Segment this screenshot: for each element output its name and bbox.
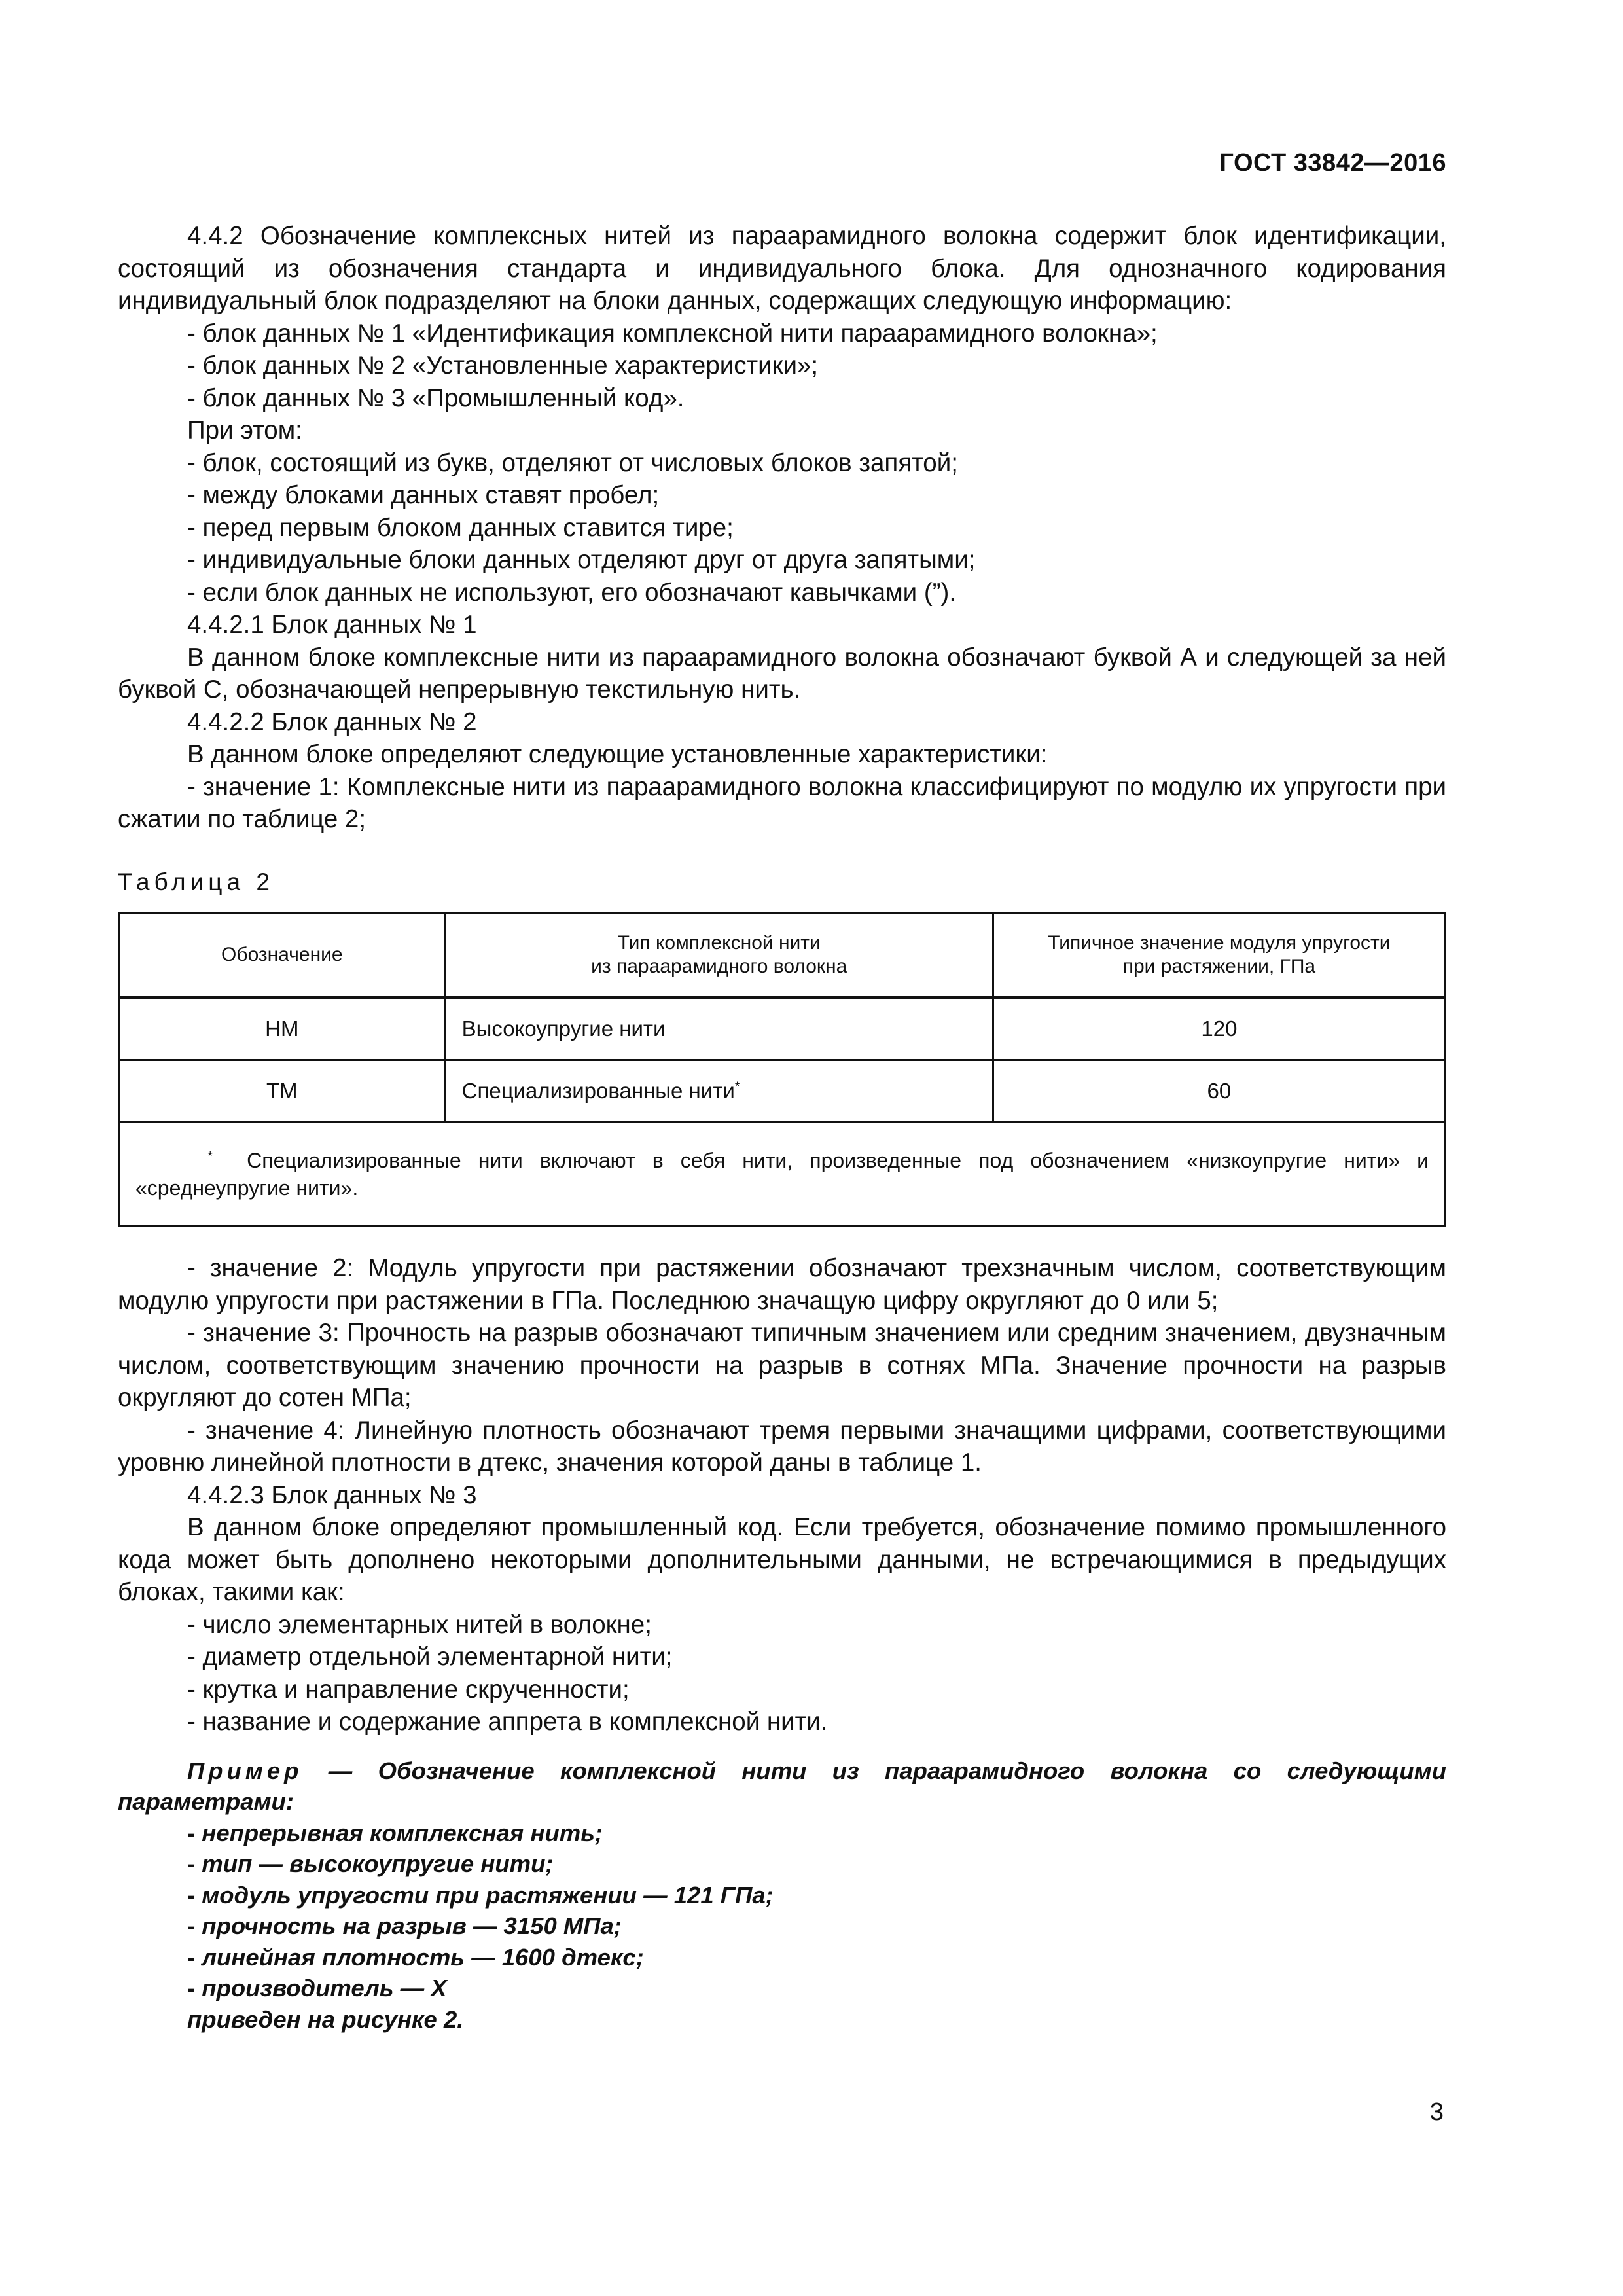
table-footnote-row (119, 1122, 1446, 1227)
cell-modulus: 60 (993, 1060, 1445, 1122)
cell-type: Специализированные нити* (445, 1060, 993, 1122)
list-item: - перед первым блоком данных ставится тире; (187, 513, 734, 542)
col-header-designation: Обозначение (119, 914, 446, 997)
example-label: Пример (187, 1757, 303, 1784)
col-header-type: Тип комплексной нити из параарамидного волокна (445, 914, 993, 997)
table-row (119, 997, 1446, 1060)
example-intro: Пример — Обозначение комплексной нити из параарамидного волокна со следующими параметрами: (118, 1757, 1446, 1815)
list-item: - блок, состоящий из букв, отделяют от числовых блоков запятой; (187, 448, 958, 477)
document-header: ГОСТ 33842—2016 (1219, 149, 1446, 177)
list-item: - диаметр отдельной элементарной нити; (187, 1643, 673, 1671)
list-item: - крутка и направление скрученности; (187, 1675, 630, 1704)
footnote-marker: * (734, 1079, 740, 1094)
col-header-modulus: Типичное значение модуля упругости при растяжении, ГПа (993, 914, 1445, 997)
table-row (119, 1060, 1446, 1122)
list-item: - блок данных № 1 «Идентификация комплексной нити параарамидного волокна»; (187, 319, 1158, 348)
list-item: - название и содержание аппрета в комплексной нити. (187, 1708, 828, 1736)
example-item: - линейная плотность — 1600 дтекс; (187, 1943, 644, 1971)
value-3-text: - значение 3: Прочность на разрыв обозначают типичным значением или средним значением, двузначным числом, соответствующим значению прочности на разрыв в сотнях МПа. Значение прочности на разрыв округляют до сотен МПа; (118, 1319, 1446, 1412)
cell-modulus: 120 (993, 997, 1445, 1060)
section-4422-lead: В данном блоке определяют следующие установленные характеристики: (187, 740, 1048, 768)
section-4423-text: В данном блоке определяют промышленный код. Если требуется, обозначение помимо промышленного кода может быть дополнено некоторыми дополнительными данными, не встречающимися в предыдущих блоках, такими как: (118, 1513, 1446, 1606)
section-4422-title: 4.4.2.2 Блок данных № 2 (187, 708, 477, 736)
cell-type: Высокоупругие нити (445, 997, 993, 1060)
list-item: - блок данных № 3 «Промышленный код». (187, 384, 685, 412)
example-item: - модуль упругости при растяжении — 121 ГПа; (187, 1881, 774, 1909)
table-caption: Таблица 2 (118, 868, 274, 895)
value-4-text: - значение 4: Линейную плотность обозначают тремя первыми значащими цифрами, соответствующими уровню линейной плотности в дтекс, значения которой даны в таблице 1. (118, 1416, 1446, 1477)
example-item: - производитель — Х (187, 1975, 447, 2001)
list-item: - число элементарных нитей в волокне; (187, 1610, 652, 1639)
cell-designation: ТМ (119, 1060, 446, 1122)
example-closing: приведен на рисунке 2. (187, 2005, 464, 2033)
document-body (118, 220, 1446, 2035)
list-item: - если блок данных не используют, его обозначают кавычками (”). (187, 578, 957, 607)
list-item: - между блоками данных ставят пробел; (187, 481, 660, 509)
list-item: - индивидуальные блоки данных отделяют друг от друга запятыми; (187, 546, 976, 574)
table-2 (118, 912, 1446, 1227)
example-item: - тип — высокоупругие нити; (187, 1850, 554, 1877)
page-number: 3 (1429, 2098, 1444, 2126)
rules-lead: При этом: (187, 416, 302, 444)
example-item: - непрерывная комплексная нить; (187, 1819, 603, 1846)
table-footnote: * Специализированные нити включают в себя нити, произведенные под обозначением «низкоупругие нити» и «среднеупругие нити». (119, 1122, 1446, 1227)
example-item: - прочность на разрыв — 3150 МПа; (187, 1912, 622, 1939)
table-header-row (119, 914, 1446, 997)
list-item: - блок данных № 2 «Установленные характеристики»; (187, 351, 819, 380)
section-442-intro: 4.4.2 Обозначение комплексных нитей из параарамидного волокна содержит блок идентификации, состоящий из обозначения стандарта и индивидуального блока. Для однозначного кодирования индивидуальный блок подразделяют на блоки данных, содержащих следующую информацию: (118, 222, 1446, 315)
section-4423-title: 4.4.2.3 Блок данных № 3 (187, 1480, 477, 1509)
cell-designation: НМ (119, 997, 446, 1060)
section-4421-text: В данном блоке комплексные нити из параарамидного волокна обозначают буквой А и следующей за ней буквой С, обозначающей непрерывную текстильную нить. (118, 643, 1446, 704)
value-2-text: - значение 2: Модуль упругости при растяжении обозначают трехзначным числом, соответствующим модулю упругости при растяжении в ГПа. Последнюю значащую цифру округляют до 0 или 5; (118, 1254, 1446, 1315)
value-1-text: - значение 1: Комплексные нити из параарамидного волокна классифицируют по модулю их упругости при сжатии по таблице 2; (118, 772, 1446, 833)
section-4421-title: 4.4.2.1 Блок данных № 1 (187, 611, 477, 639)
example-block (118, 1755, 1446, 2036)
